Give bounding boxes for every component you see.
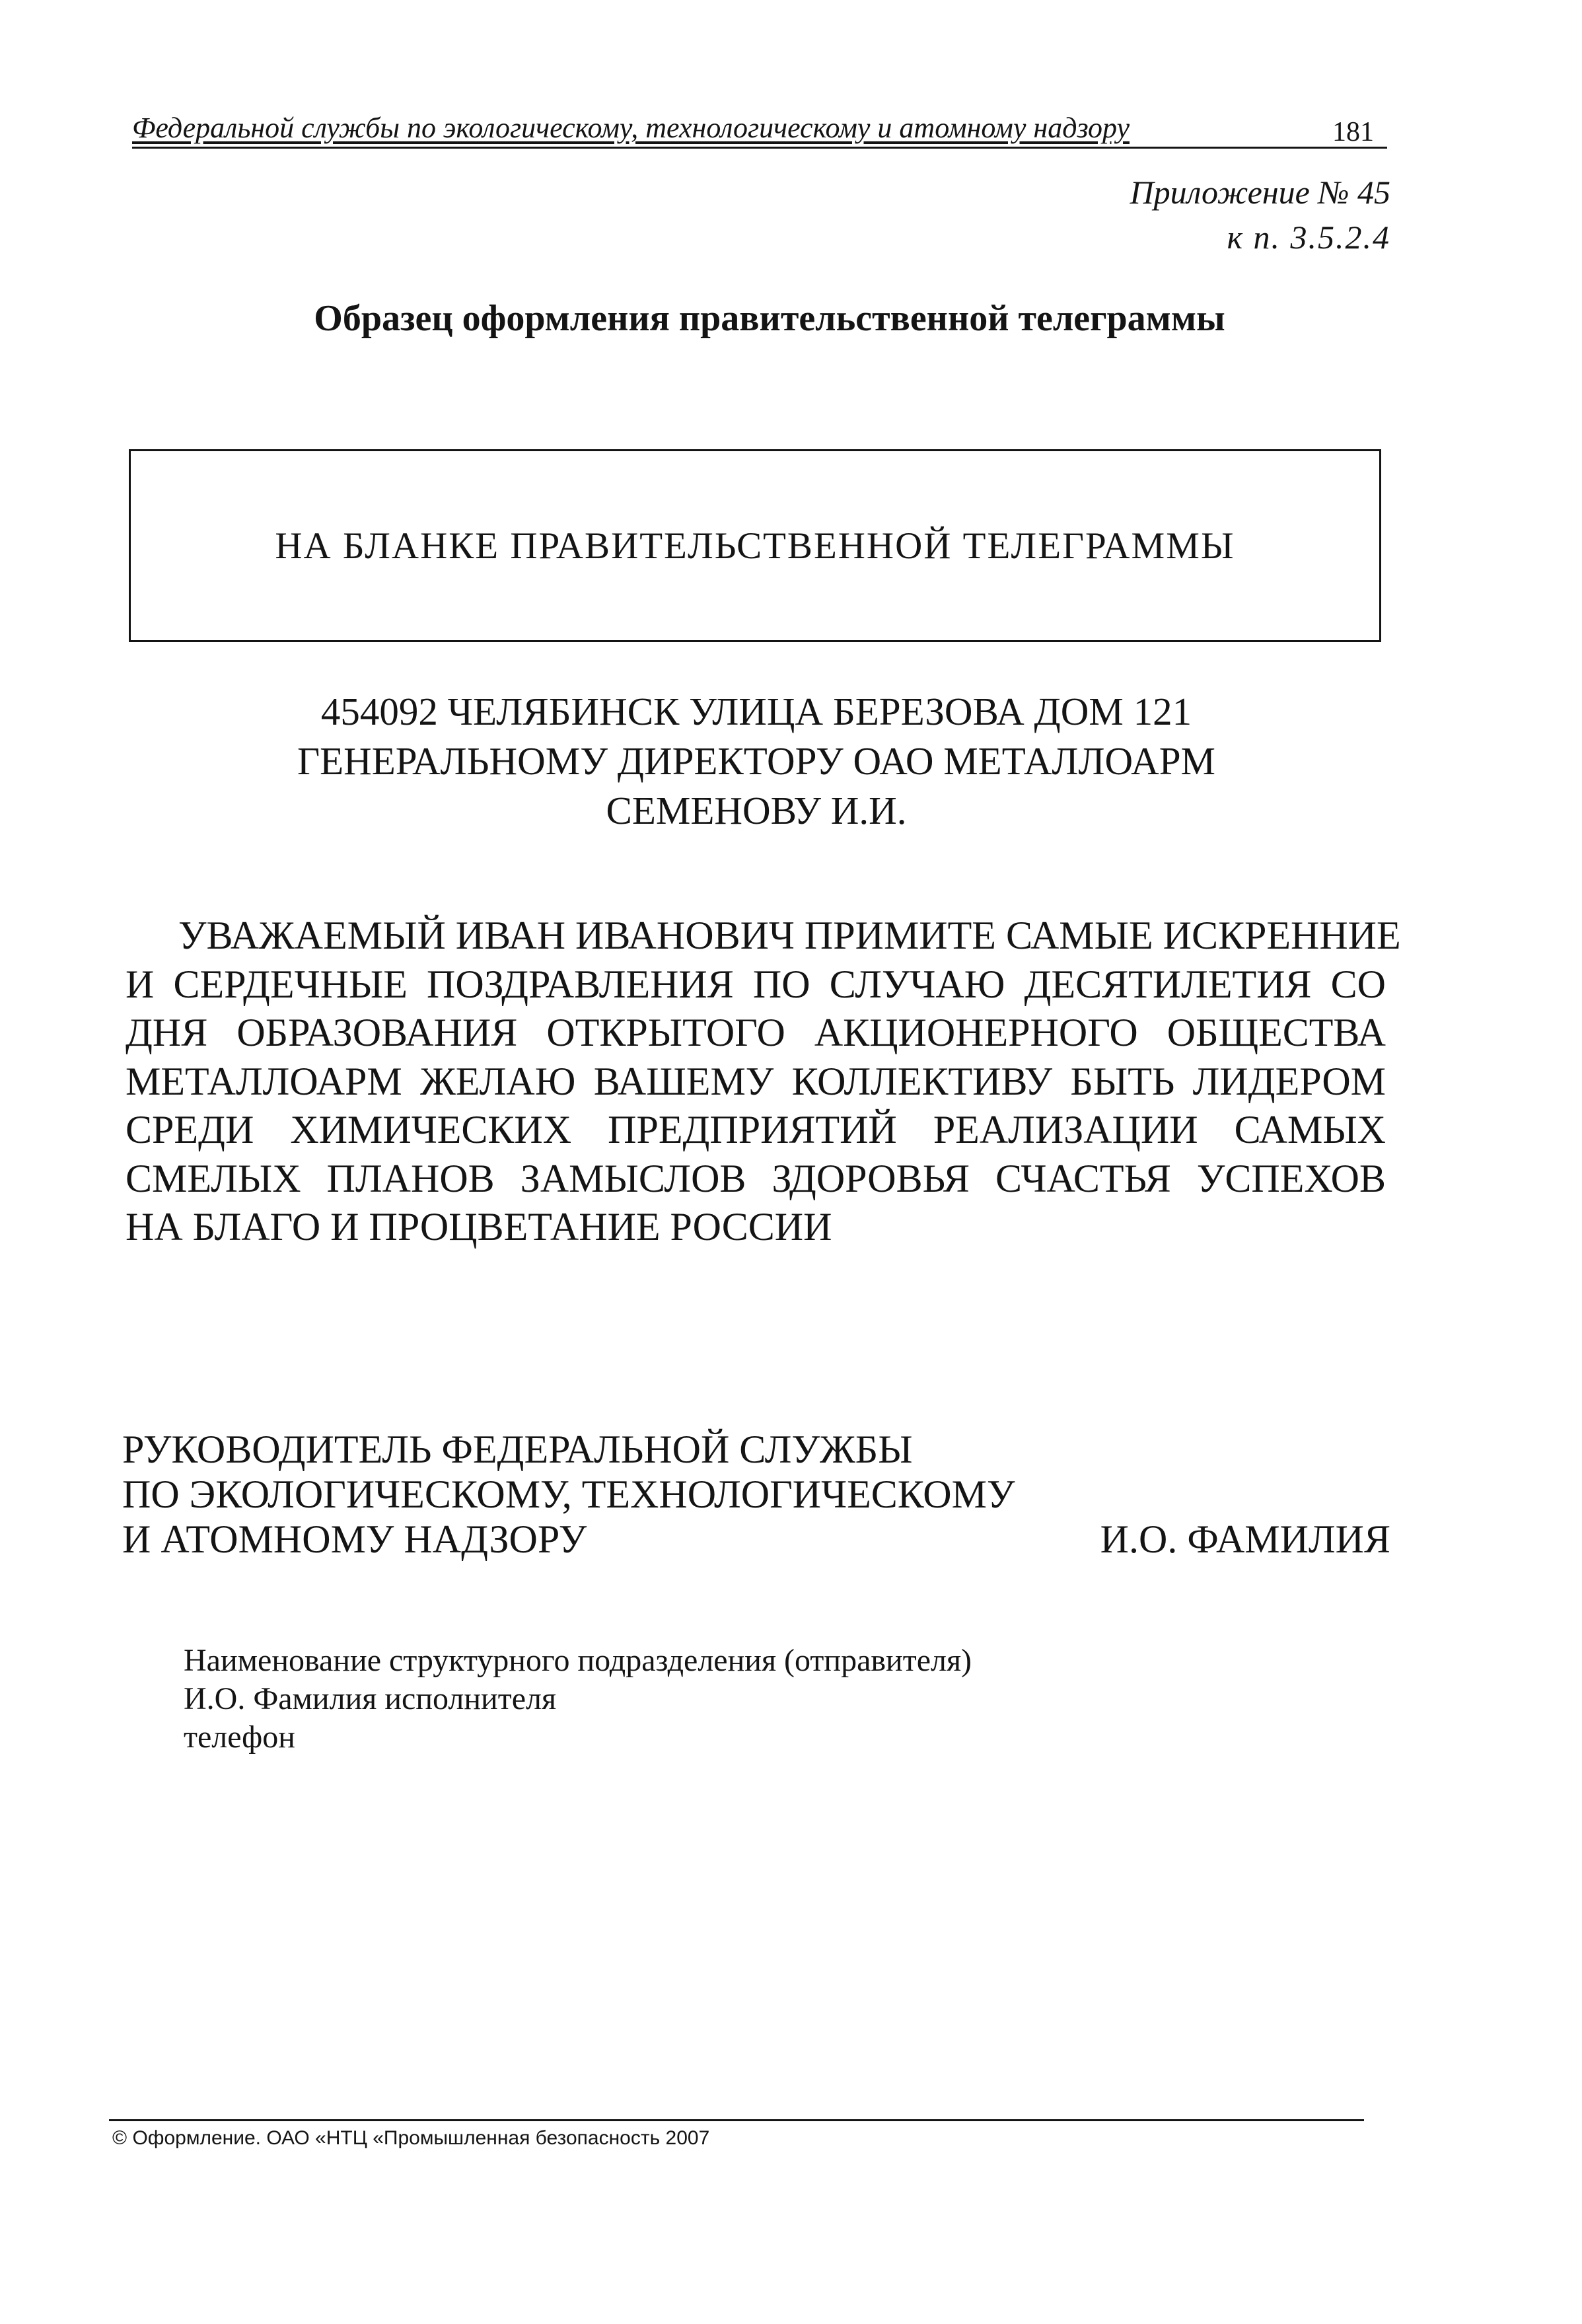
footer-rule [109, 2119, 1364, 2121]
appendix-number: Приложение № 45 [1130, 174, 1390, 211]
body-line: МЕТАЛЛОАРМ ЖЕЛАЮ ВАШЕМУ КОЛЛЕКТИВУ БЫТЬ ЛИДЕРОМ [126, 1059, 1386, 1103]
position-text: ПО ЭКОЛОГИЧЕСКОМУ, ТЕХНОЛОГИЧЕСКОМУ [122, 1472, 1015, 1516]
blank-notice: НА БЛАНКЕ ПРАВИТЕЛЬСТВЕННОЙ ТЕЛЕГРАММЫ [275, 525, 1235, 567]
executor-info [184, 1642, 972, 1757]
telegram-body [126, 912, 1401, 1252]
page-number: 181 [1332, 117, 1374, 147]
footer-copyright: © Оформление. ОАО «НТЦ «Промышленная безопасность 2007 [112, 2127, 710, 2149]
telegram-blank-box [129, 449, 1381, 642]
executor-line: телефон [184, 1720, 295, 1755]
body-line: НА БЛАГО И ПРОЦВЕТАНИЕ РОССИИ [126, 1205, 832, 1249]
position-text: РУКОВОДИТЕЛЬ ФЕДЕРАЛЬНОЙ СЛУЖБЫ [122, 1428, 913, 1471]
signature-block [122, 1427, 1390, 1562]
address-line: ГЕНЕРАЛЬНОМУ ДИРЕКТОРУ ОАО МЕТАЛЛОАРМ [297, 739, 1216, 783]
body-line: И СЕРДЕЧНЫЕ ПОЗДРАВЛЕНИЯ ПО СЛУЧАЮ ДЕСЯТИЛЕТИЯ СО [126, 962, 1386, 1006]
body-line: СРЕДИ ХИМИЧЕСКИХ ПРЕДПРИЯТИЙ РЕАЛИЗАЦИИ САМЫХ [126, 1108, 1386, 1151]
body-line: УВАЖАЕМЫЙ ИВАН ИВАНОВИЧ ПРИМИТЕ САМЫЕ ИСКРЕННИЕ [178, 914, 1401, 957]
signer-name: И.О. ФАМИЛИЯ [1100, 1517, 1390, 1561]
address-line: СЕМЕНОВУ И.И. [606, 789, 907, 832]
address-line: 454092 ЧЕЛЯБИНСК УЛИЦА БЕРЕЗОВА ДОМ 121 [320, 690, 1192, 733]
executor-line: Наименование структурного подразделения (отправителя) [184, 1643, 972, 1678]
signature-position-line [122, 1517, 1390, 1562]
body-line: СМЕЛЫХ ПЛАНОВ ЗАМЫСЛОВ ЗДОРОВЬЯ СЧАСТЬЯ УСПЕХОВ [126, 1156, 1386, 1200]
header-rule [132, 147, 1387, 149]
body-line: ДНЯ ОБРАЗОВАНИЯ ОТКРЫТОГО АКЦИОНЕРНОГО ОБЩЕСТВА [126, 1011, 1386, 1054]
recipient-address [129, 687, 1384, 836]
running-header-title: Федеральной службы по экологическому, технологическому и атомному надзору [132, 112, 1130, 144]
position-text: И АТОМНОМУ НАДЗОРУ [122, 1517, 587, 1561]
document-title: Образец оформления правительственной телеграммы [314, 298, 1225, 339]
appendix-reference: к п. 3.5.2.4 [1227, 219, 1390, 256]
running-header [132, 106, 1387, 152]
executor-line: И.О. Фамилия исполнителя [184, 1681, 557, 1716]
signature-position-line [122, 1427, 1390, 1472]
signature-position-line [122, 1472, 1390, 1517]
